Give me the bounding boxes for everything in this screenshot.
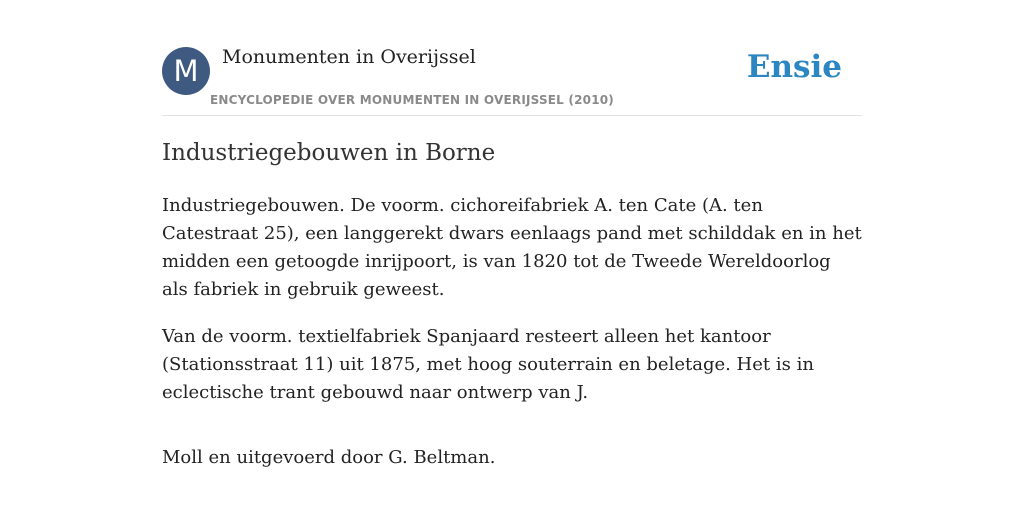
article-body [162,192,862,491]
header [162,0,862,116]
source-subtitle: ENCYCLOPEDIE OVER MONUMENTEN IN OVERIJSSEL (2010) [210,93,614,107]
article-paragraph: Van de voorm. textielfabriek Spanjaard resteert alleen het kantoor (Stationsstraat 11) uit 1875, met hoog souterrain en beletage. Het is in eclectische trant gebouwd naar ontwerp van J. [162,326,814,403]
content-card [162,0,862,468]
source-avatar: M [162,47,210,95]
source-title[interactable]: Monumenten in Overijssel [222,46,476,68]
article-title: Industriegebouwen in Borne [162,140,496,166]
article-paragraph: Moll en uitgevoerd door G. Beltman. [162,447,496,468]
ensie-logo-link[interactable]: Ensie [746,49,842,85]
article-paragraph: Industriegebouwen. De voorm. cichoreifabriek A. ten Cate (A. ten Catestraat 25), een langgerekt dwars eenlaags pand met schilddak en in het midden een getoogde inrijpoort, is van 1820 tot de Tweede Wereldoorlog als fabriek in gebruik geweest. [162,195,862,300]
